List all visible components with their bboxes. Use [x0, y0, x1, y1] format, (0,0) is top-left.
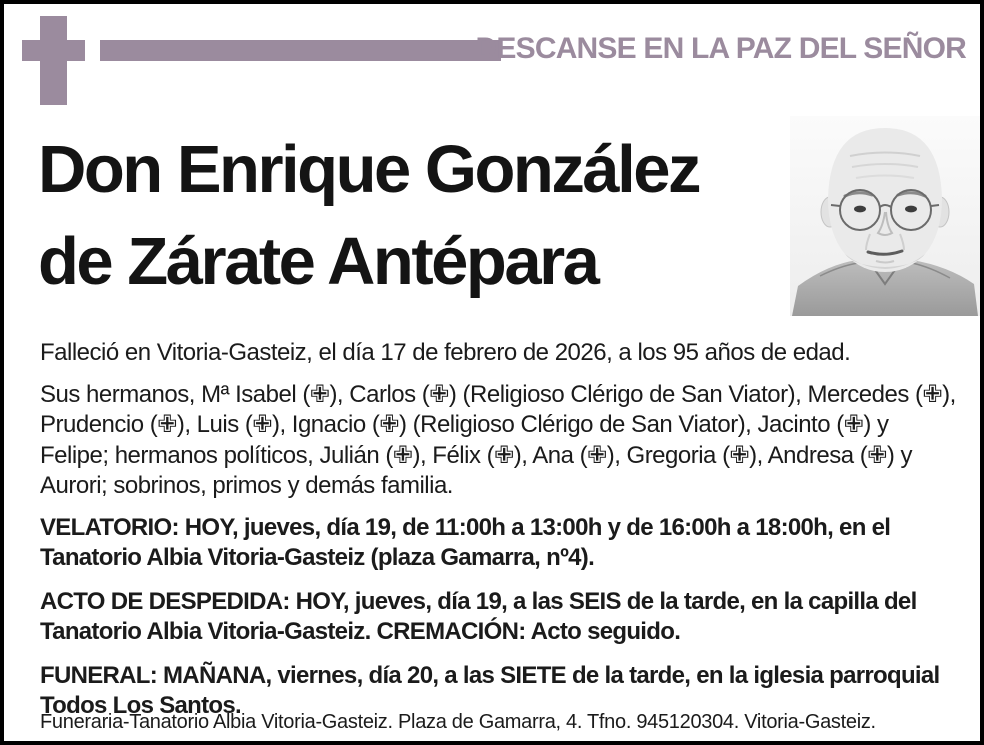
deceased-name-line2: de Zárate Antépara [38, 224, 598, 299]
farewell-notice: ACTO DE DESPEDIDA: HOY, jueves, día 19, a las SEIS de la tarde, en la capilla del Tanatorio Albia Vitoria-Gasteiz. CREMACIÓN: Acto seguido. [40, 587, 917, 645]
cross-icon [22, 16, 85, 105]
death-notice: Falleció en Vitoria-Gasteiz, el día 17 de febrero de 2026, a los 95 años de edad. [40, 339, 851, 366]
motto: DESCANSE EN LA PAZ DEL SEÑOR [475, 32, 966, 65]
funeral-notice: FUNERAL: MAÑANA, viernes, día 20, a las SIETE de la tarde, en la iglesia parroquial Todos Los Santos. [40, 661, 940, 719]
family-notice: Sus hermanos, Mª Isabel (✙), Carlos (✙) (Religioso Clérigo de San Viator), Mercedes (✙), Prudencio (✙), Luis (✙), Ignacio (✙) (Religioso Clérigo de San Viator), Jacinto (✙) y Felipe; hermanos políticos, Julián (✙), Félix (✙), Ana (✙), Gregoria (✙), Andresa (✙) y Aurori; sobrinos, primos y demás familia. [40, 380, 956, 499]
portrait-photo-illustration [790, 116, 980, 316]
funeral-home-info: Funeraria-Tanatorio Albia Vitoria-Gasteiz. Plaza de Gamarra, 4. Tfno. 945120304. Vitoria-Gasteiz. [40, 711, 876, 733]
portrait-photo [790, 116, 980, 316]
header-rule [100, 40, 501, 61]
cross-icon-horizontal-arm [22, 40, 85, 61]
deceased-name-line1: Don Enrique González [38, 132, 699, 207]
notice-body [40, 338, 956, 735]
velatorio-notice: VELATORIO: HOY, jueves, día 19, de 11:00h a 13:00h y de 16:00h a 18:00h, en el Tanatorio Albia Vitoria-Gasteiz (plaza Gamarra, nº4). [40, 513, 891, 571]
deceased-name [38, 124, 798, 308]
